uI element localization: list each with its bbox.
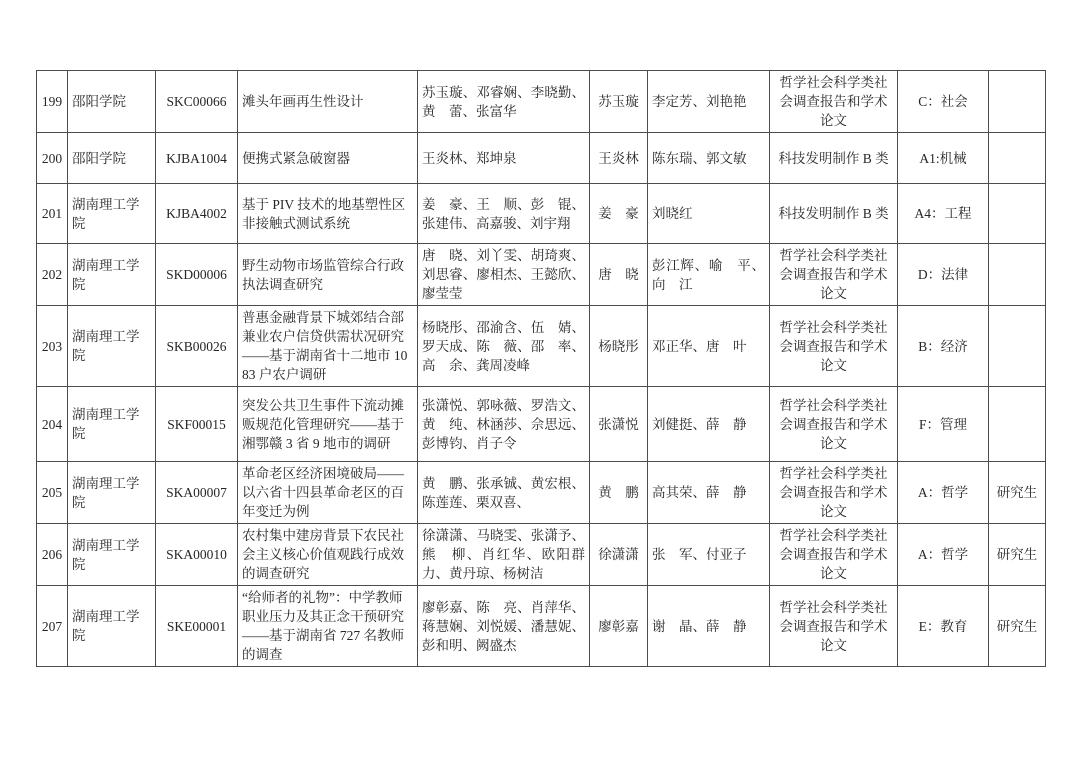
cell-class: C：社会 xyxy=(898,71,989,133)
cell-members: 廖彰嘉、陈 亮、肖萍华、蒋慧娴、刘悦媛、潘慧妮、彭和明、阙盛杰 xyxy=(418,586,590,667)
cell-project-code: KJBA1004 xyxy=(156,133,238,184)
cell-advisors: 刘晓红 xyxy=(648,184,770,244)
cell-student-type xyxy=(989,133,1046,184)
cell-project-code: SKB00026 xyxy=(156,306,238,387)
cell-student-type xyxy=(989,244,1046,306)
cell-serial-number: 199 xyxy=(37,71,68,133)
cell-project-title: 突发公共卫生事件下流动摊贩规范化管理研究——基于湘鄂赣 3 省 9 地市的调研 xyxy=(238,387,418,462)
table-row xyxy=(37,524,1046,586)
cell-serial-number: 207 xyxy=(37,586,68,667)
cell-school: 湖南理工学院 xyxy=(68,586,156,667)
cell-class: D：法律 xyxy=(898,244,989,306)
cell-project-title: 普惠金融背景下城郊结合部兼业农户信贷供需状况研究——基于湖南省十二地市 1083 户农户调研 xyxy=(238,306,418,387)
cell-school: 湖南理工学院 xyxy=(68,244,156,306)
cell-project-title: 农村集中建房背景下农民社会主义核心价值观践行成效的调查研究 xyxy=(238,524,418,586)
cell-project-title: 便携式紧急破窗器 xyxy=(238,133,418,184)
cell-student-type xyxy=(989,71,1046,133)
cell-advisors: 邓正华、唐 叶 xyxy=(648,306,770,387)
cell-project-code: SKC00066 xyxy=(156,71,238,133)
cell-class: A1:机械 xyxy=(898,133,989,184)
cell-category: 哲学社会科学类社会调查报告和学术论文 xyxy=(770,387,898,462)
cell-category: 科技发明制作 B 类 xyxy=(770,184,898,244)
cell-serial-number: 202 xyxy=(37,244,68,306)
cell-category: 哲学社会科学类社会调查报告和学术论文 xyxy=(770,306,898,387)
cell-project-code: SKA00010 xyxy=(156,524,238,586)
table-row xyxy=(37,586,1046,667)
cell-leader: 唐 晓 xyxy=(590,244,648,306)
cell-members: 王炎林、郑坤泉 xyxy=(418,133,590,184)
cell-class: E：教育 xyxy=(898,586,989,667)
cell-leader: 杨晓彤 xyxy=(590,306,648,387)
cell-project-title: 基于 PIV 技术的地基塑性区非接触式测试系统 xyxy=(238,184,418,244)
cell-serial-number: 206 xyxy=(37,524,68,586)
cell-serial-number: 204 xyxy=(37,387,68,462)
cell-members: 徐潇潇、马晓雯、张潇予、熊 柳、肖红华、欧阳群力、黄丹琼、杨树洁 xyxy=(418,524,590,586)
cell-members: 张潇悦、郭咏薇、罗浩文、黄 纯、林涵莎、佘思远、彭博钧、肖子令 xyxy=(418,387,590,462)
cell-category: 哲学社会科学类社会调查报告和学术论文 xyxy=(770,71,898,133)
cell-project-code: SKD00006 xyxy=(156,244,238,306)
table-row xyxy=(37,133,1046,184)
cell-school: 湖南理工学院 xyxy=(68,524,156,586)
cell-members: 苏玉璇、邓睿娴、李晓勤、黄 蕾、张富华 xyxy=(418,71,590,133)
cell-advisors: 刘健挺、薛 静 xyxy=(648,387,770,462)
cell-category: 哲学社会科学类社会调查报告和学术论文 xyxy=(770,586,898,667)
cell-class: A：哲学 xyxy=(898,462,989,524)
table-row xyxy=(37,244,1046,306)
cell-advisors: 谢 晶、薛 静 xyxy=(648,586,770,667)
cell-school: 湖南理工学院 xyxy=(68,387,156,462)
cell-leader: 姜 豪 xyxy=(590,184,648,244)
cell-school: 邵阳学院 xyxy=(68,133,156,184)
cell-project-title: 滩头年画再生性设计 xyxy=(238,71,418,133)
cell-class: B：经济 xyxy=(898,306,989,387)
table-row xyxy=(37,184,1046,244)
cell-advisors: 李定芳、刘艳艳 xyxy=(648,71,770,133)
cell-category: 哲学社会科学类社会调查报告和学术论文 xyxy=(770,462,898,524)
cell-school: 湖南理工学院 xyxy=(68,462,156,524)
cell-student-type xyxy=(989,306,1046,387)
cell-advisors: 陈东瑞、郭文敏 xyxy=(648,133,770,184)
cell-school: 湖南理工学院 xyxy=(68,184,156,244)
cell-project-code: SKF00015 xyxy=(156,387,238,462)
cell-serial-number: 201 xyxy=(37,184,68,244)
cell-members: 唐 晓、刘丫雯、胡琦爽、刘思睿、廖相杰、王懿欣、廖莹莹 xyxy=(418,244,590,306)
cell-student-type xyxy=(989,184,1046,244)
cell-school: 邵阳学院 xyxy=(68,71,156,133)
cell-class: A4：工程 xyxy=(898,184,989,244)
cell-leader: 徐潇潇 xyxy=(590,524,648,586)
table-row xyxy=(37,306,1046,387)
cell-project-code: KJBA4002 xyxy=(156,184,238,244)
cell-project-title: “给师者的礼物”：中学教师职业压力及其正念干预研究——基于湖南省 727 名教师的调查 xyxy=(238,586,418,667)
cell-members: 杨晓彤、邵渝含、伍 婧、罗天成、陈 薇、邵 率、高 余、龚周凌峰 xyxy=(418,306,590,387)
cell-members: 黄 鹏、张承铖、黄宏根、陈莲莲、栗双喜、 xyxy=(418,462,590,524)
cell-serial-number: 200 xyxy=(37,133,68,184)
cell-student-type: 研究生 xyxy=(989,524,1046,586)
cell-project-code: SKE00001 xyxy=(156,586,238,667)
cell-serial-number: 203 xyxy=(37,306,68,387)
table-row xyxy=(37,462,1046,524)
table-row xyxy=(37,387,1046,462)
cell-student-type: 研究生 xyxy=(989,586,1046,667)
cell-student-type xyxy=(989,387,1046,462)
cell-leader: 张潇悦 xyxy=(590,387,648,462)
cell-project-code: SKA00007 xyxy=(156,462,238,524)
cell-advisors: 彭江辉、喻 平、向 江 xyxy=(648,244,770,306)
cell-advisors: 高其荣、薛 静 xyxy=(648,462,770,524)
table-row xyxy=(37,71,1046,133)
cell-category: 科技发明制作 B 类 xyxy=(770,133,898,184)
cell-class: F：管理 xyxy=(898,387,989,462)
cell-class: A：哲学 xyxy=(898,524,989,586)
cell-project-title: 革命老区经济困境破局——以六省十四县革命老区的百年变迁为例 xyxy=(238,462,418,524)
cell-advisors: 张 军、付亚子 xyxy=(648,524,770,586)
cell-school: 湖南理工学院 xyxy=(68,306,156,387)
cell-leader: 王炎林 xyxy=(590,133,648,184)
cell-student-type: 研究生 xyxy=(989,462,1046,524)
cell-category: 哲学社会科学类社会调查报告和学术论文 xyxy=(770,524,898,586)
cell-members: 姜 豪、王 顺、彭 锟、张建伟、高嘉骏、刘宇翔 xyxy=(418,184,590,244)
cell-serial-number: 205 xyxy=(37,462,68,524)
awards-table xyxy=(36,70,1046,667)
cell-leader: 黄 鹏 xyxy=(590,462,648,524)
cell-leader: 廖彰嘉 xyxy=(590,586,648,667)
cell-category: 哲学社会科学类社会调查报告和学术论文 xyxy=(770,244,898,306)
cell-project-title: 野生动物市场监管综合行政执法调查研究 xyxy=(238,244,418,306)
cell-leader: 苏玉璇 xyxy=(590,71,648,133)
